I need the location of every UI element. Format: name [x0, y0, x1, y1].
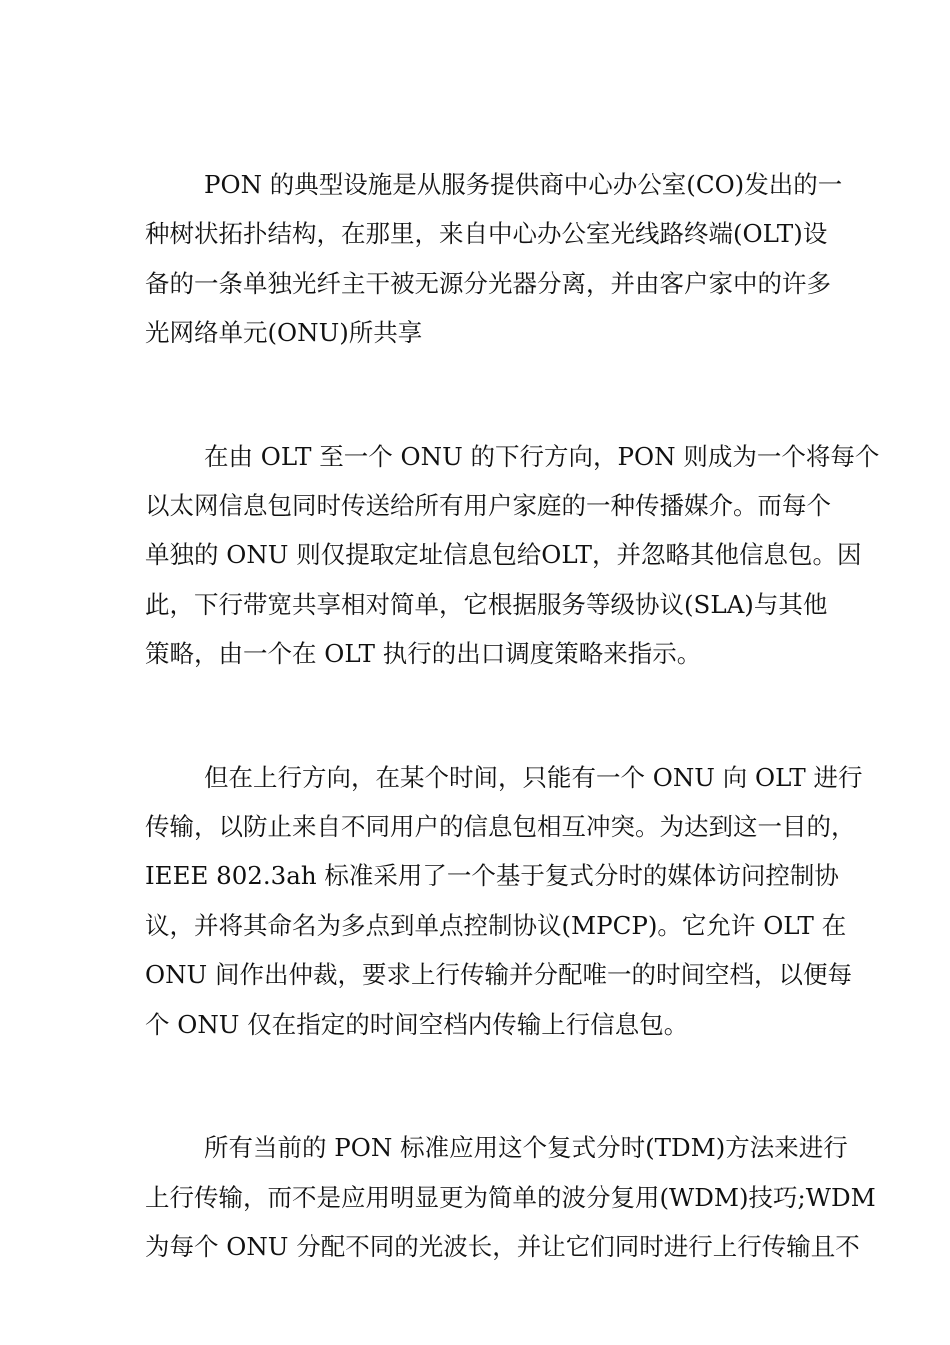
text-line: 上行传输，而不是应用明显更为简单的波分复用(WDM)技巧;WDM	[145, 1182, 876, 1212]
text-line: 单独的 ONU 则仅提取定址信息包给OLT，并忽略其他信息包。因	[145, 540, 862, 570]
paragraph-4	[145, 1123, 876, 1271]
document-body	[145, 160, 880, 1345]
paragraph-3	[145, 753, 863, 1049]
text-line: 但在上行方向，在某个时间，只能有一个 ONU 向 OLT 进行	[204, 762, 863, 792]
text-line: IEEE 802.3ah 标准采用了一个基于复式分时的媒体访问控制协	[145, 861, 839, 891]
text-line: 为每个 ONU 分配不同的光波长，并让它们同时进行上行传输且不	[145, 1231, 860, 1261]
text-line: ONU 间作出仲裁，要求上行传输并分配唯一的时间空档，以便每	[145, 960, 852, 990]
text-line: 所有当前的 PON 标准应用这个复式分时(TDM)方法来进行	[204, 1133, 848, 1163]
paragraph-1	[145, 160, 843, 358]
text-line: 在由 OLT 至一个 ONU 的下行方向，PON 则成为一个将每个	[204, 441, 880, 471]
text-line: 此，下行带宽共享相对简单，它根据服务等级协议(SLA)与其他	[145, 589, 828, 619]
paragraph-2	[145, 432, 880, 679]
text-line: 个 ONU 仅在指定的时间空档内传输上行信息包。	[145, 1009, 689, 1039]
text-line: 备的一条单独光纤主干被无源分光器分离，并由客户家中的许多	[145, 268, 831, 298]
text-line: 种树状拓扑结构，在那里，来自中心办公室光线路终端(OLT)设	[145, 219, 828, 249]
text-line: 光网络单元(ONU)所共享	[145, 318, 423, 348]
text-line: 传输，以防止来自不同用户的信息包相互冲突。为达到这一目的，	[145, 812, 856, 842]
text-line: 以太网信息包同时传送给所有用户家庭的一种传播媒介。而每个	[145, 491, 831, 521]
text-line: 策略，由一个在 OLT 执行的出口调度策略来指示。	[145, 639, 702, 669]
text-line: PON 的典型设施是从服务提供商中心办公室(CO)发出的一	[204, 170, 843, 199]
text-line: 议，并将其命名为多点到单点控制协议(MPCP)。它允许 OLT 在	[145, 910, 847, 940]
